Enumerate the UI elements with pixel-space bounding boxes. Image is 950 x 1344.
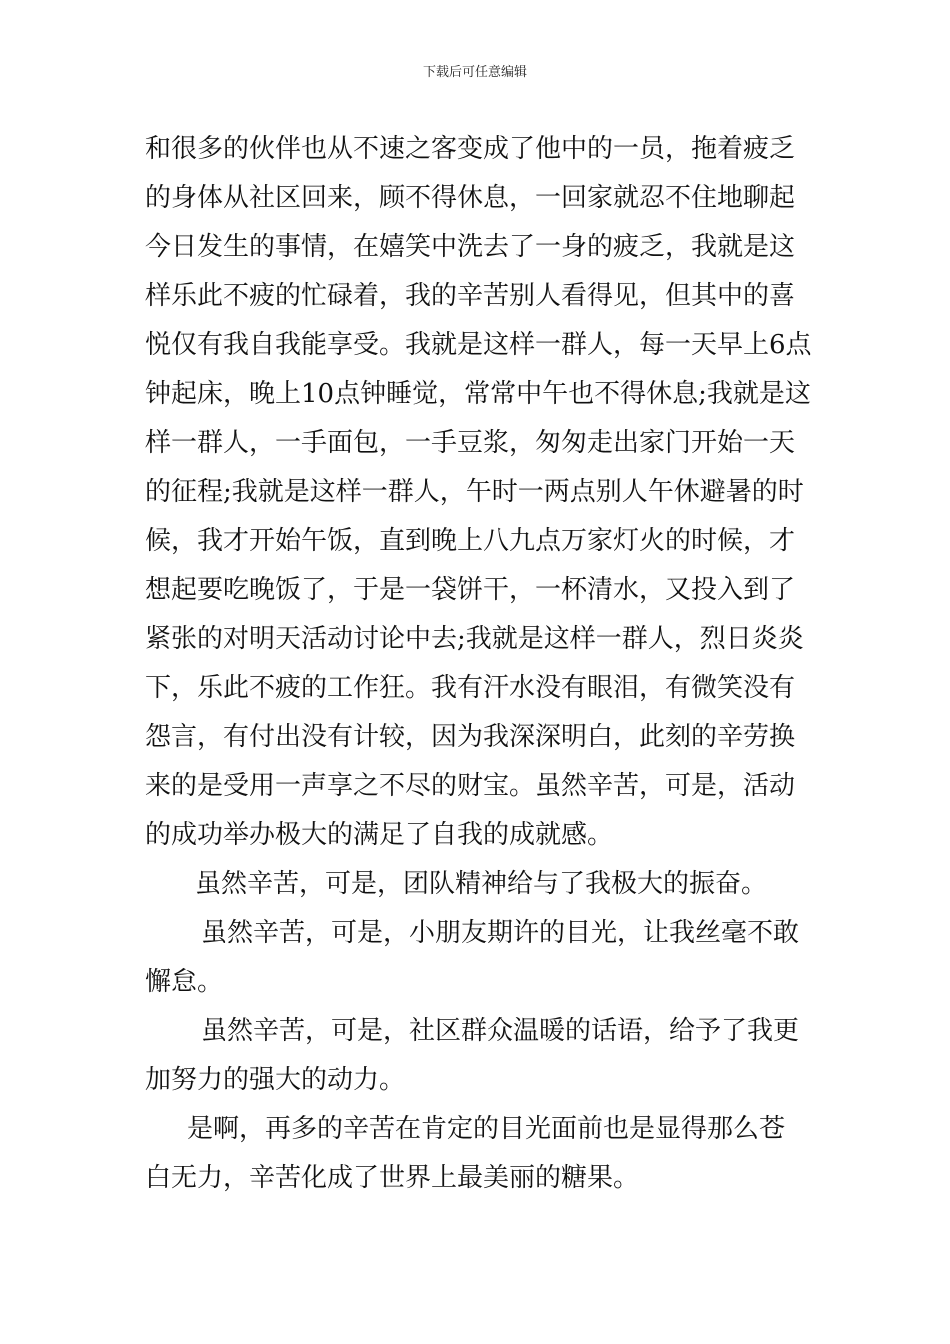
text-line: 下，乐此不疲的工作狂。我有汗水没有眼泪，有微笑没有 [145,673,796,703]
text-line: 样乐此不疲的忙碌着，我的辛苦别人看得见，但其中的喜 [145,281,796,311]
text-line: 的征程;我就是这样一群人，午时一两点别人午休避暑的时 [145,477,804,507]
text-line: 懈怠。 [145,967,224,997]
page-header: 下载后可任意编辑 [422,65,527,80]
text-line: 想起要吃晚饭了，于是一袋饼干，一杯清水，又投入到了 [145,575,796,605]
text-line: 是啊，再多的辛苦在肯定的目光面前也是显得那么苍 [187,1114,786,1144]
text-line: 加努力的强大的动力。 [145,1065,406,1095]
paragraph-1 [145,125,810,860]
text-line: 怨言，有付出没有计较，因为我深深明白，此刻的辛劳换 [145,722,796,752]
document-body [145,125,810,1203]
text-line: 紧张的对明天活动讨论中去;我就是这样一群人，烈日炎炎 [145,624,804,654]
paragraph-3 [145,909,810,1007]
text-line: 白无力，辛苦化成了世界上最美丽的糖果。 [145,1163,640,1193]
text-line: 悦仅有我自我能享受。我就是这样一群人，每一天早上6点 [145,330,812,360]
paragraph-4 [145,1007,810,1105]
text-line: 的成功举办极大的满足了自我的成就感。 [145,820,614,850]
text-line: 今日发生的事情，在嬉笑中洗去了一身的疲乏，我就是这 [145,232,796,262]
text-line: 来的是受用一声享之不尽的财宝。虽然辛苦，可是，活动 [145,771,796,801]
paragraph-2 [145,860,810,909]
paragraph-5 [145,1105,810,1203]
text-line: 的身体从社区回来，顾不得休息，一回家就忍不住地聊起 [145,183,796,213]
text-line: 虽然辛苦，可是，社区群众温暖的话语，给予了我更 [201,1016,800,1046]
text-line: 虽然辛苦，可是，小朋友期许的目光，让我丝毫不敢 [201,918,800,948]
text-line: 候，我才开始午饭，直到晚上八九点万家灯火的时候，才 [145,526,796,556]
text-line: 钟起床，晚上10点钟睡觉，常常中午也不得休息;我就是这 [145,379,811,409]
text-line: 虽然辛苦，可是，团队精神给与了我极大的振奋。 [195,869,768,899]
text-line: 样一群人，一手面包，一手豆浆，匆匆走出家门开始一天 [145,428,796,458]
text-line: 和很多的伙伴也从不速之客变成了他中的一员，拖着疲乏 [145,134,796,164]
